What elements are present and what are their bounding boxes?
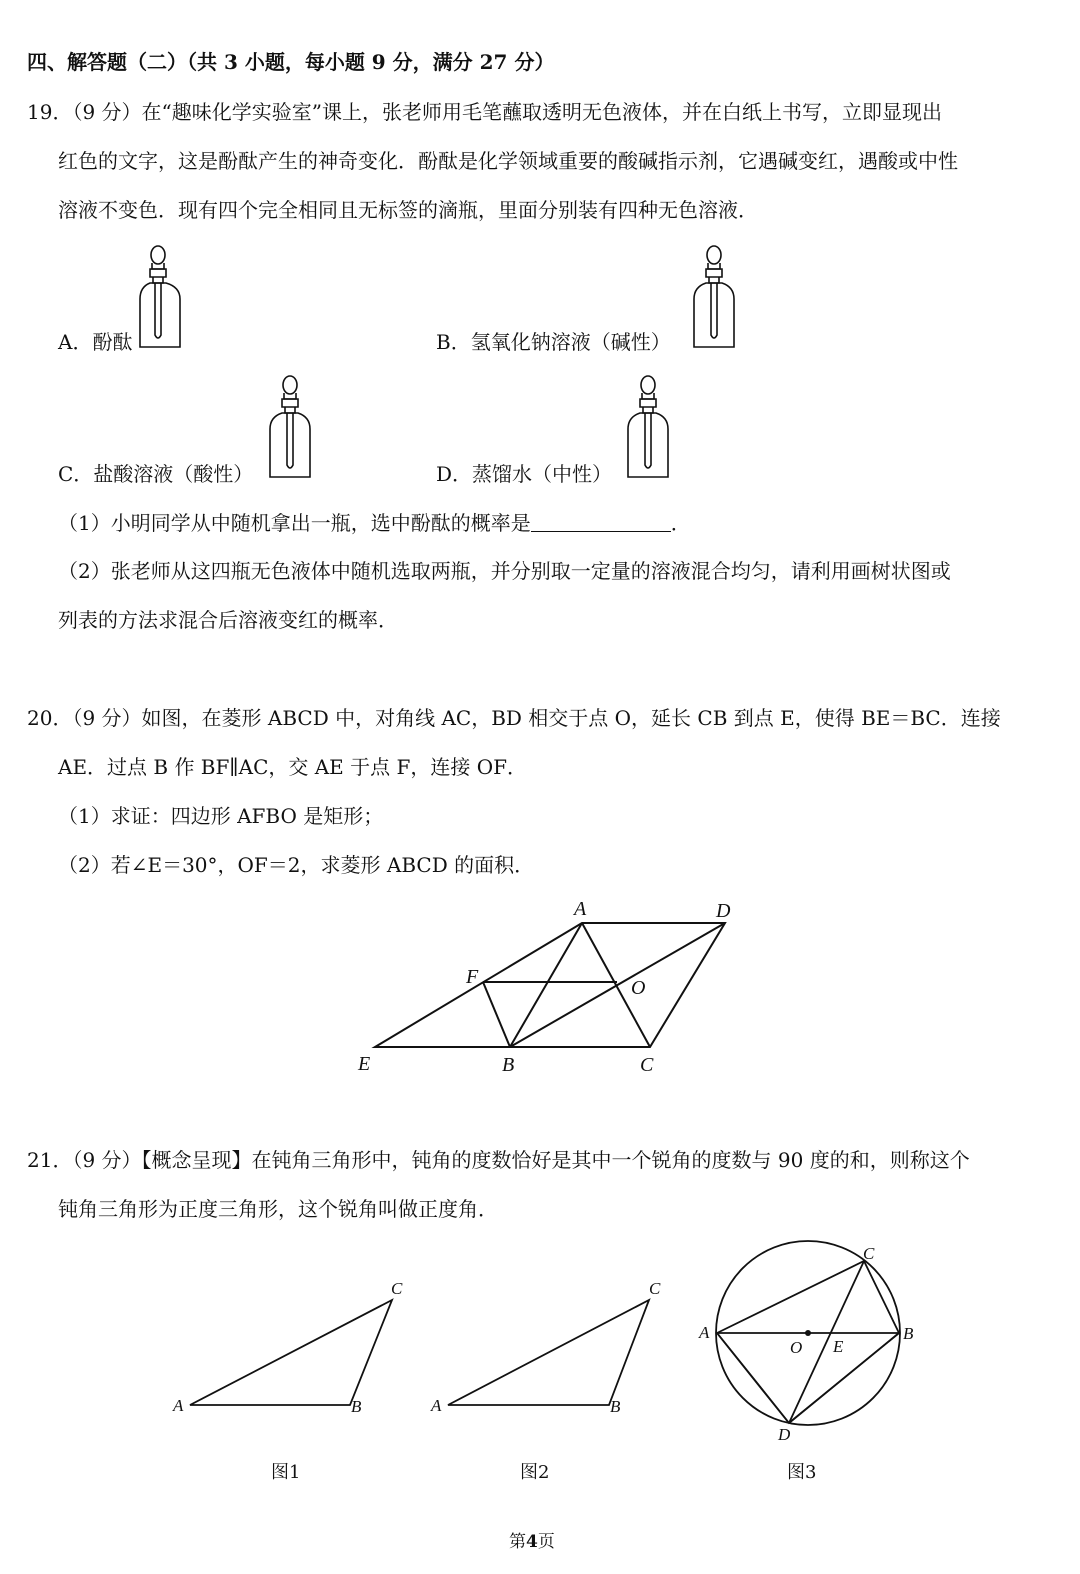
q19-part1-text: （1）小明同学从中随机拿出一瓶，选中酚酞的概率是	[58, 511, 531, 535]
fig3-label-B: B	[903, 1324, 914, 1343]
circle-figure-3	[695, 1235, 925, 1445]
answer-blank	[531, 511, 671, 532]
fig3-label-D: D	[778, 1425, 791, 1444]
fig3-label-O: O	[790, 1338, 803, 1357]
dropper-bottle-icon-b	[690, 243, 738, 351]
fig3-label-E: E	[833, 1337, 844, 1356]
fig1-label-A: A	[173, 1396, 184, 1415]
q19-option-b: B．氢氧化钠溶液（碱性）	[436, 330, 671, 354]
q21-line2: 钝角三角形为正度三角形，这个锐角叫做正度角．	[58, 1197, 498, 1221]
label-D: D	[716, 900, 731, 922]
fig2-label-A: A	[431, 1396, 442, 1415]
fig1-label-B: B	[351, 1397, 362, 1416]
label-C: C	[640, 1054, 654, 1076]
triangle-figure-1	[165, 1270, 425, 1420]
triangle-figure-2	[425, 1270, 685, 1420]
fig1-caption: 图1	[271, 1462, 301, 1483]
q20-line1: 20．（9 分）如图，在菱形 ABCD 中，对角线 AC，BD 相交于点 O，延长 CB 到点 E，使得 BE＝BC．连接	[27, 706, 1001, 730]
q19-line1: 19．（9 分）在“趣味化学实验室”课上，张老师用毛笔蘸取透明无色液体，并在白纸上书写，立即显现出	[27, 100, 942, 124]
q20-line2: AE．过点 B 作 BF∥AC，交 AE 于点 F，连接 OF．	[58, 755, 527, 779]
q19-part1	[58, 509, 691, 537]
section-title: 四、解答题（二）（共 3 小题，每小题 9 分，满分 27 分）	[27, 50, 555, 74]
fig3-label-C: C	[863, 1244, 875, 1263]
label-O: O	[631, 977, 646, 999]
fig3-label-A: A	[699, 1323, 710, 1342]
center-point	[805, 1330, 811, 1336]
q19-option-d: D．蒸馏水（中性）	[436, 462, 613, 486]
q19-line2: 红色的文字，这是酚酞产生的神奇变化．酚酞是化学领域重要的酸碱指示剂，它遇碱变红，遇酸或中性	[58, 149, 958, 173]
page-suffix: 页	[537, 1532, 555, 1552]
fig3-caption: 图3	[787, 1462, 817, 1483]
page-number: 4	[526, 1532, 538, 1552]
q19-option-c: C．盐酸溶液（酸性）	[58, 462, 254, 486]
dropper-bottle-icon-a	[136, 243, 184, 351]
fig1-label-C: C	[391, 1279, 403, 1298]
rhombus-figure	[350, 895, 750, 1085]
dropper-bottle-icon-c	[266, 373, 314, 481]
q19-part1-end: ．	[670, 511, 691, 535]
fig2-label-B: B	[610, 1397, 621, 1416]
label-F: F	[466, 966, 479, 988]
q19-part2-line2: 列表的方法求混合后溶液变红的概率．	[58, 608, 398, 632]
page-footer	[509, 1527, 555, 1552]
q19-part2-line1: （2）张老师从这四瓶无色液体中随机选取两瓶，并分别取一定量的溶液混合均匀，请利用画树状图或	[58, 559, 951, 583]
label-B: B	[502, 1054, 515, 1076]
q19-line3: 溶液不变色．现有四个完全相同且无标签的滴瓶，里面分别装有四种无色溶液．	[58, 198, 758, 222]
dropper-bottle-icon-d	[624, 373, 672, 481]
label-A: A	[574, 898, 587, 920]
fig2-label-C: C	[649, 1279, 661, 1298]
outline-edc-ad	[375, 923, 725, 1047]
label-E: E	[358, 1053, 371, 1075]
q21-line1: 21．（9 分）【概念呈现】在钝角三角形中，钝角的度数恰好是其中一个锐角的度数与 90 度的和，则称这个	[27, 1148, 970, 1172]
fig2-caption: 图2	[520, 1462, 550, 1483]
page-prefix: 第	[509, 1532, 526, 1552]
q20-part2: （2）若∠E＝30°，OF＝2，求菱形 ABCD 的面积．	[58, 853, 535, 877]
q20-part1: （1）求证：四边形 AFBO 是矩形；	[58, 804, 384, 828]
q19-option-a: A．酚酞	[58, 330, 133, 354]
